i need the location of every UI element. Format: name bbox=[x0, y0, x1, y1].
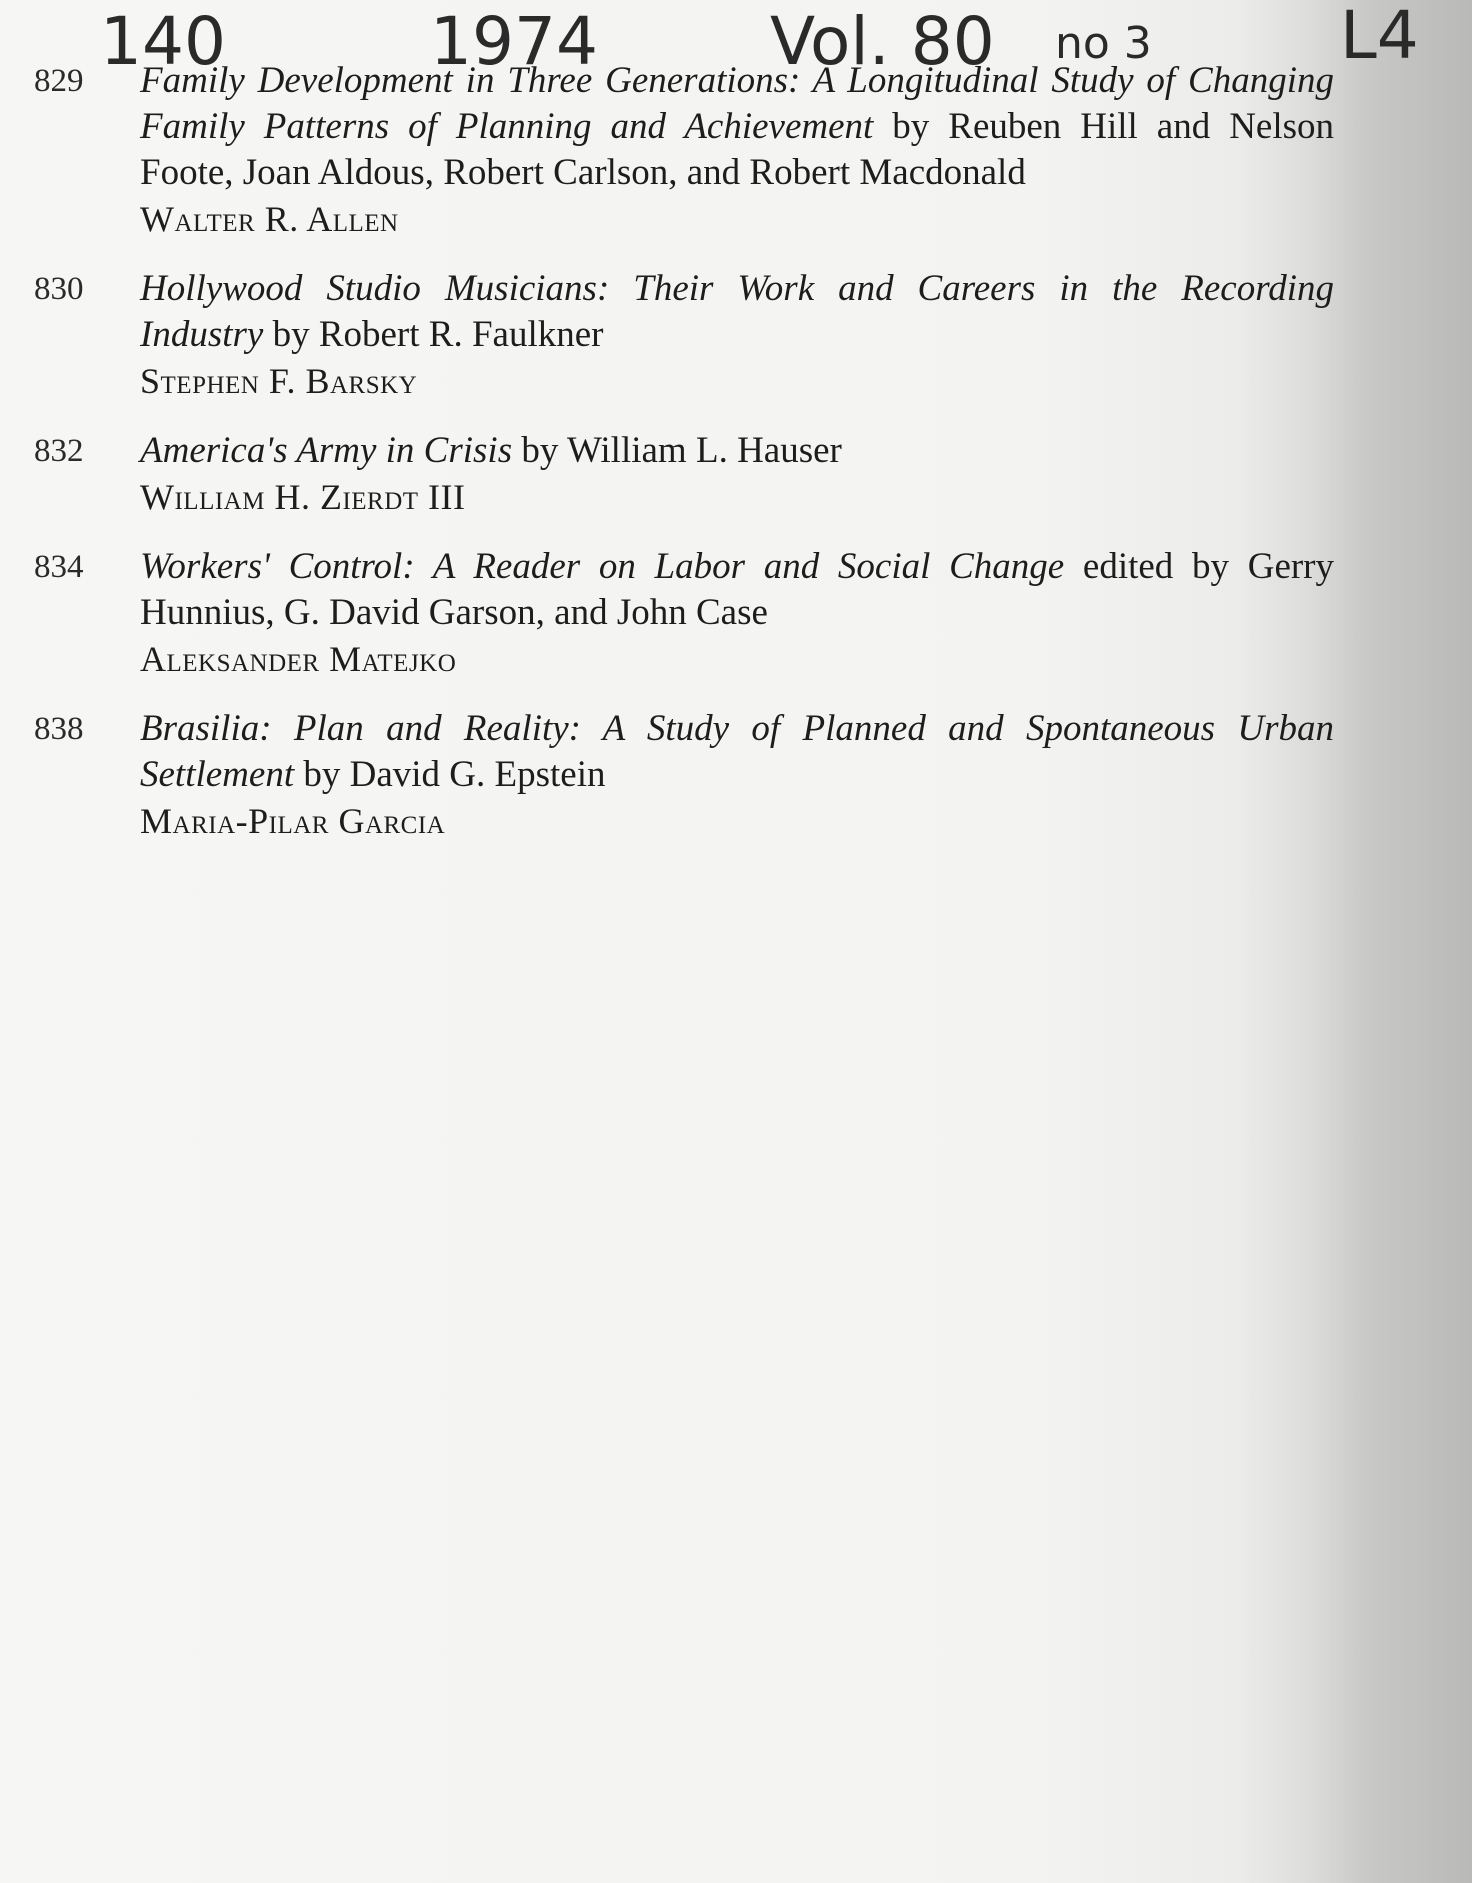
entry-body bbox=[140, 544, 1334, 682]
handwritten-issue: no 3 bbox=[1055, 18, 1152, 69]
handwritten-code: L4 bbox=[1340, 0, 1419, 74]
handwritten-number: 140 bbox=[100, 3, 226, 80]
entry-body bbox=[140, 58, 1334, 242]
book-title: America's Army in Crisis bbox=[140, 430, 513, 471]
book-authors: Robert R. Faulkner bbox=[318, 314, 604, 355]
book-title: Family Development in Three Generations: A Longitudinal Study of Changing Family Patterns of Planning and Achievement bbox=[140, 60, 1334, 147]
entry-body bbox=[140, 428, 1334, 520]
list-item bbox=[34, 706, 1334, 844]
reviewer-name: Maria-Pilar Garcia bbox=[140, 801, 446, 841]
connector-text: by bbox=[892, 106, 930, 147]
connector-text: edited by bbox=[1082, 546, 1230, 587]
list-item bbox=[34, 544, 1334, 682]
reviewer-name: William H. Zierdt III bbox=[140, 477, 466, 517]
list-item bbox=[34, 428, 1334, 520]
handwritten-volume: Vol. 80 bbox=[770, 3, 995, 80]
entry-body bbox=[140, 706, 1334, 844]
reviewer-name: Aleksander Matejko bbox=[140, 639, 457, 679]
page-number: 834 bbox=[34, 549, 84, 585]
reviewer-name: Stephen F. Barsky bbox=[140, 361, 418, 401]
connector-text: by bbox=[521, 430, 559, 471]
page-number: 829 bbox=[34, 63, 84, 99]
page-number: 830 bbox=[34, 271, 84, 307]
connector-text: by bbox=[272, 314, 310, 355]
page-number: 838 bbox=[34, 711, 84, 747]
book-authors: Reuben Hill and Nelson Foote, Joan Aldous, Robert Carlson, and Robert Macdonald bbox=[140, 106, 1335, 193]
list-item bbox=[34, 58, 1334, 242]
book-authors: Gerry Hunnius, G. David Garson, and John Case bbox=[140, 546, 1335, 633]
book-authors: David G. Epstein bbox=[349, 754, 606, 795]
entry-body bbox=[140, 266, 1334, 404]
book-title: Hollywood Studio Musicians: Their Work and Careers in the Recording Industry bbox=[140, 268, 1334, 355]
handwritten-year: 1974 bbox=[430, 3, 598, 80]
reviewer-name: Walter R. Allen bbox=[140, 199, 399, 239]
page-number: 832 bbox=[34, 433, 84, 469]
book-title: Workers' Control: A Reader on Labor and Social Change bbox=[140, 546, 1065, 587]
book-review-list bbox=[34, 58, 1334, 868]
connector-text: by bbox=[303, 754, 341, 795]
book-authors: William L. Hauser bbox=[566, 430, 842, 471]
list-item bbox=[34, 266, 1334, 404]
book-title: Brasilia: Plan and Reality: A Study of Planned and Spontaneous Urban Settlement bbox=[140, 708, 1334, 795]
